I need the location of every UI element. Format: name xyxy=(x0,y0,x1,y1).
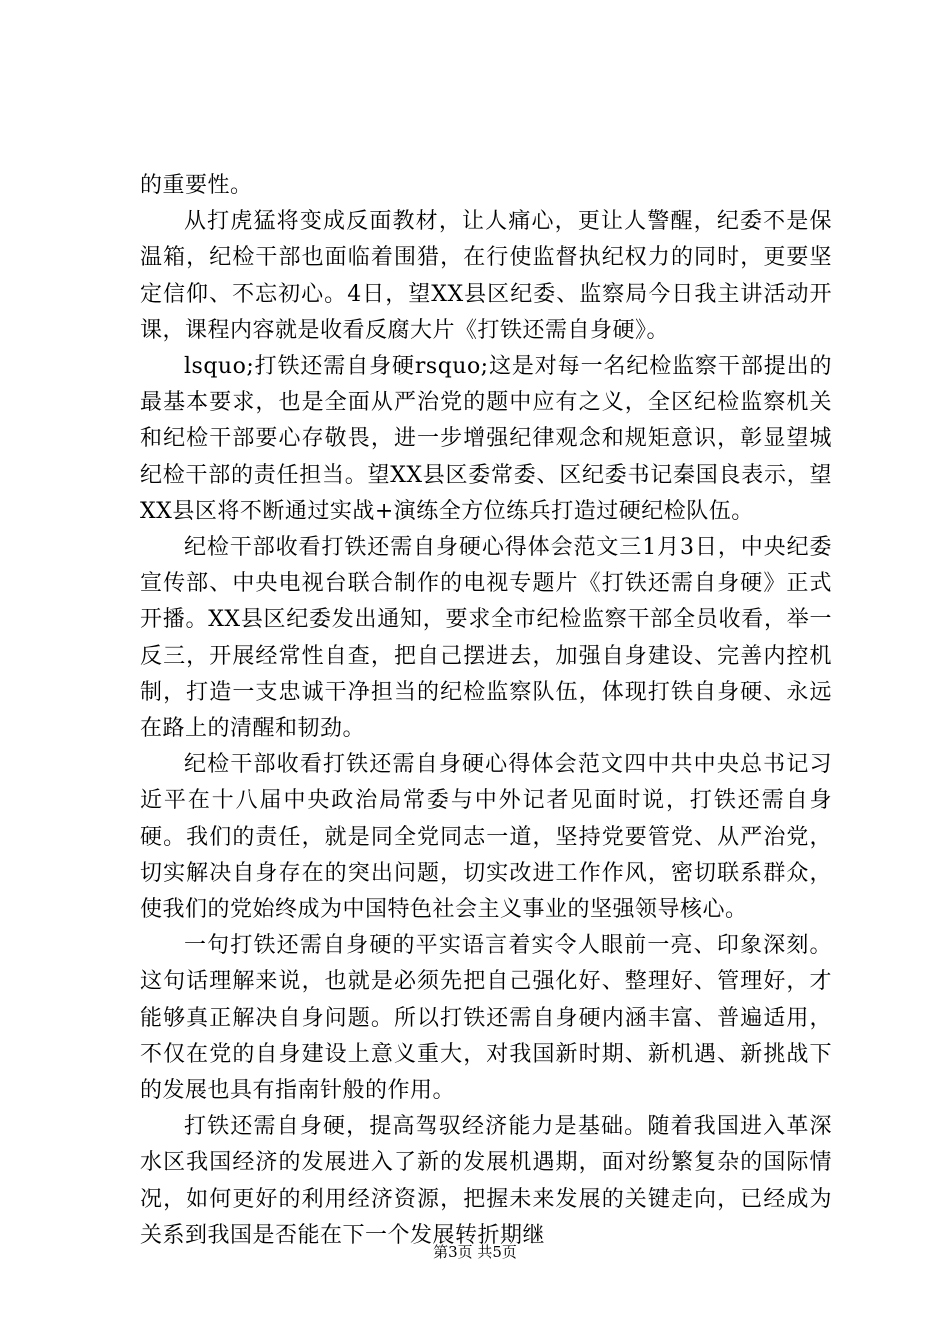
paragraph-7: 打铁还需自身硬，提高驾驭经济能力是基础。随着我国进入革深水区我国经济的发展进入了新的发展机遇期，面对纷繁复杂的国际情况，如何更好的利用经济资源，把握未来发展的关键走向，已经成为关系到我国是否能在下一个发展转折期继 xyxy=(140,1114,832,1248)
paragraph-4: 纪检干部收看打铁还需自身硬心得体会范文三1月3日，中央纪委宣传部、中央电视台联合制作的电视专题片《打铁还需自身硬》正式开播。XX县区纪委发出通知，要求全市纪检监察干部全员收看，举一反三，开展经常性自查，把自己摆进去，加强自身建设、完善内控机制，打造一支忠诚干净担当的纪检监察队伍，体现打铁自身硬、永远在路上的清醒和韧劲。 xyxy=(140,535,832,742)
paragraph-2: 从打虎猛将变成反面教材，让人痛心，更让人警醒，纪委不是保温箱，纪检干部也面临着围猎，在行使监督执纪权力的同时，更要坚定信仰、不忘初心。4日，望XX县区纪委、监察局今日我主讲活动开课，课程内容就是收看反腐大片《打铁还需自身硬》。 xyxy=(140,209,832,343)
document-body xyxy=(140,168,832,1254)
paragraph-1: 的重要性。 xyxy=(140,173,253,198)
paragraph-6: 一句打铁还需自身硬的平实语言着实令人眼前一亮、印象深刻。这句话理解来说，也就是必须先把自己强化好、整理好、管理好，才能够真正解决自身问题。所以打铁还需自身硬内涵丰富、普遍适用，不仅在党的自身建设上意义重大，对我国新时期、新机遇、新挑战下的发展也具有指南针般的作用。 xyxy=(140,933,832,1104)
paragraph-5: 纪检干部收看打铁还需自身硬心得体会范文四中共中央总书记习近平在十八届中央政治局常委与中外记者见面时说，打铁还需自身硬。我们的责任，就是同全党同志一道，坚持党要管党、从严治党，切实解决自身存在的突出问题，切实改进工作作风，密切联系群众，使我们的党始终成为中国特色社会主义事业的坚强领导核心。 xyxy=(140,752,832,923)
paragraph-3: lsquo;打铁还需自身硬rsquo;这是对每一名纪检监察干部提出的最基本要求，也是全面从严治党的题中应有之义，全区纪检监察机关和纪检干部要心存敬畏，进一步增强纪律观念和规矩意识，彰显望城纪检干部的责任担当。望XX县区委常委、区纪委书记秦国良表示，望XX县区将不断通过实战+演练全方位练兵打造过硬纪检队伍。 xyxy=(140,354,832,524)
page-footer: 第3页 共5页 xyxy=(433,1243,517,1261)
